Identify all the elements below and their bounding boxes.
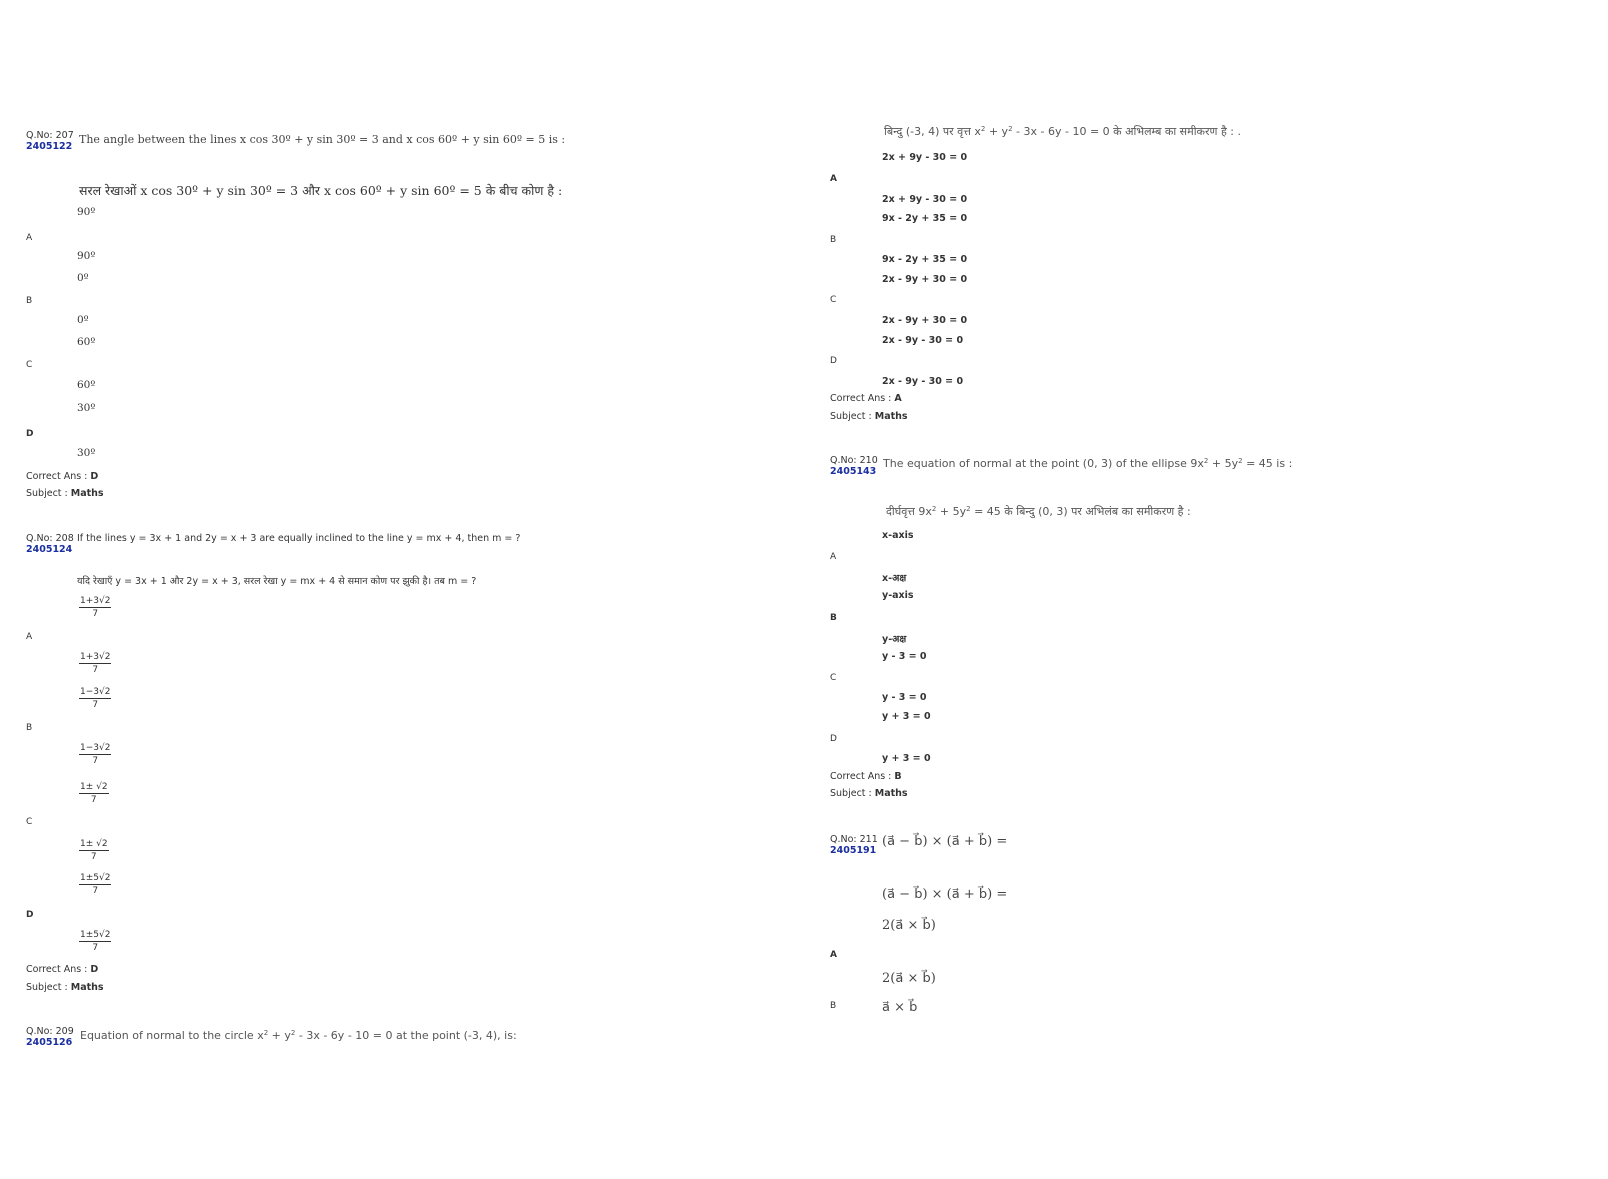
question-number-label: Q.No: 209 (26, 1026, 74, 1037)
option-a-hindi: 2(a⃗ × b⃗) (882, 971, 936, 986)
option-a-label: A (26, 632, 33, 642)
question-id: 2405143 (830, 466, 877, 477)
option-a-label: A (830, 950, 837, 960)
correct-answer (830, 771, 902, 782)
text-part: The equation of normal at the point (0, 3) of the ellipse 9x (883, 457, 1204, 470)
option-a-label: A (26, 233, 33, 243)
option-b-hindi (79, 743, 111, 766)
question-number (830, 455, 878, 477)
correct-answer (26, 471, 98, 482)
option-c-english: 2x - 9y + 30 = 0 (882, 274, 968, 285)
subject-label: Subject : (26, 982, 71, 993)
fraction-denominator: 7 (92, 943, 99, 953)
subject (830, 788, 908, 799)
question-number (26, 533, 74, 555)
option-a-label: A (830, 552, 837, 562)
question-text-english (80, 1029, 517, 1042)
subject (26, 488, 104, 499)
option-d-hindi (79, 930, 111, 953)
option-b-label: B (830, 235, 837, 245)
text-part: - 3x - 6y - 10 = 0 at the point (-3, 4), is: (295, 1029, 517, 1042)
text-part: + 5y (1208, 457, 1239, 470)
option-c-hindi: y - 3 = 0 (882, 692, 927, 703)
option-b-label: B (830, 613, 837, 623)
superscript: 2 (931, 505, 937, 513)
fraction-numerator: 1+3√2 (80, 652, 111, 662)
question-text-english: (a⃗ − b⃗) × (a⃗ + b⃗) = (882, 834, 1008, 849)
question-number-label: Q.No: 211 (830, 834, 878, 845)
option-a-label: A (830, 174, 837, 184)
option-b-english (79, 687, 111, 710)
option-d-label: D (830, 356, 837, 366)
correct-answer-value: B (894, 771, 902, 782)
superscript: 2 (966, 505, 971, 513)
fraction-denominator: 7 (92, 700, 99, 710)
option-a-hindi (79, 652, 111, 675)
option-b-english: 0º (77, 272, 89, 284)
option-d-label: D (26, 429, 34, 439)
fraction-denominator: 7 (92, 886, 99, 896)
superscript: 2 (290, 1029, 296, 1037)
fraction-denominator: 7 (90, 852, 97, 862)
superscript: 2 (980, 125, 986, 133)
superscript: 2 (1008, 125, 1013, 133)
fraction-numerator: 1−3√2 (80, 743, 111, 753)
question-number (830, 834, 878, 856)
subject-value: Maths (70, 982, 104, 993)
option-b-hindi: 0º (77, 314, 89, 326)
subject (830, 411, 908, 422)
question-number (26, 130, 74, 152)
option-b-english: 9x - 2y + 35 = 0 (882, 213, 968, 224)
question-number (26, 1026, 74, 1048)
option-c-hindi: 2x - 9y + 30 = 0 (882, 315, 968, 326)
option-d-label: D (26, 910, 34, 920)
option-d-hindi: y + 3 = 0 (882, 753, 931, 764)
option-a-english: 90º (77, 206, 96, 218)
text-part: = 45 के बिन्दु (0, 3) पर अभिलंब का समीकरण है : (970, 505, 1191, 518)
option-b-label: B (26, 296, 33, 306)
option-b-hindi: 9x - 2y + 35 = 0 (882, 254, 968, 265)
correct-answer-value: D (90, 964, 99, 975)
correct-answer-value: A (894, 393, 902, 404)
fraction-numerator: 1+3√2 (80, 596, 111, 606)
option-b-label: B (830, 1001, 837, 1011)
option-c-label: C (830, 673, 837, 683)
option-a-hindi: 2x + 9y - 30 = 0 (882, 194, 968, 205)
text-part: दीर्घवृत्त 9x (886, 505, 932, 518)
option-c-label: C (26, 360, 33, 370)
subject (26, 982, 104, 993)
option-d-label: D (830, 734, 837, 744)
option-b-english: y-axis (882, 590, 914, 601)
fraction-denominator: 7 (92, 609, 99, 619)
question-text-hindi: यदि रेखाएँ y = 3x + 1 और 2y = x + 3, सरल रेखा y = mx + 4 से समान कोण पर झुकी है। तब m = ? (77, 576, 477, 587)
option-d-english: 2x - 9y - 30 = 0 (882, 335, 964, 346)
option-d-hindi: 30º (77, 447, 96, 459)
option-d-english (79, 873, 111, 896)
question-number-label: Q.No: 210 (830, 455, 878, 466)
fraction-denominator: 7 (92, 756, 99, 766)
text-part: + y (268, 1029, 291, 1042)
question-number-label: Q.No: 207 (26, 130, 74, 141)
option-a-hindi: x-अक्ष (882, 573, 907, 584)
superscript: 2 (263, 1029, 269, 1037)
fraction-numerator: 1±5√2 (80, 873, 111, 883)
option-a-english: 2x + 9y - 30 = 0 (882, 152, 968, 163)
option-b-hindi: y-अक्ष (882, 634, 907, 645)
question-text-hindi (884, 124, 1241, 139)
fraction-denominator: 7 (90, 795, 97, 805)
fraction-numerator: 1± √2 (80, 782, 108, 792)
fraction-denominator: 7 (92, 665, 99, 675)
option-c-english: y - 3 = 0 (882, 651, 927, 662)
correct-answer-value: D (90, 471, 99, 482)
question-id: 2405122 (26, 141, 73, 152)
option-c-english: 60º (77, 336, 96, 348)
option-a-english: x-axis (882, 530, 914, 541)
option-b-english: a⃗ × b⃗ (882, 1000, 918, 1015)
fraction-numerator: 1± √2 (80, 839, 108, 849)
subject-label: Subject : (830, 788, 875, 799)
correct-answer (26, 964, 98, 975)
text-part: + 5y (936, 505, 967, 518)
superscript: 2 (1203, 457, 1209, 465)
question-text-english: The angle between the lines x cos 30º + y sin 30º = 3 and x cos 60º + y sin 60º = 5 is : (79, 133, 566, 146)
option-d-english: y + 3 = 0 (882, 711, 931, 722)
question-text-english (883, 457, 1292, 470)
correct-answer-label: Correct Ans : (830, 771, 895, 782)
question-id: 2405191 (830, 845, 877, 856)
question-id: 2405126 (26, 1037, 73, 1048)
question-text-english: If the lines y = 3x + 1 and 2y = x + 3 are equally inclined to the line y = mx + 4, then m = ? (77, 533, 521, 544)
option-b-label: B (26, 723, 33, 733)
question-text-hindi: सरल रेखाओं x cos 30º + y sin 30º = 3 और x cos 60º + y sin 60º = 5 के बीच कोण है : (79, 183, 563, 198)
question-id: 2405124 (26, 544, 73, 555)
subject-label: Subject : (26, 488, 71, 499)
option-d-english: 30º (77, 402, 96, 414)
correct-answer-label: Correct Ans : (830, 393, 895, 404)
text-part: - 3x - 6y - 10 = 0 के अभिलम्ब का समीकरण है : . (1012, 125, 1241, 138)
option-c-hindi (79, 839, 109, 862)
question-text-hindi: (a⃗ − b⃗) × (a⃗ + b⃗) = (882, 887, 1008, 902)
subject-value: Maths (70, 488, 104, 499)
option-a-hindi: 90º (77, 250, 96, 262)
text-part: Equation of normal to the circle x (80, 1029, 264, 1042)
question-text-hindi (886, 504, 1191, 519)
text-part: बिन्दु (-3, 4) पर वृत्त x (884, 125, 981, 138)
fraction-numerator: 1−3√2 (80, 687, 111, 697)
superscript: 2 (1238, 457, 1243, 465)
subject-label: Subject : (830, 411, 875, 422)
correct-answer-label: Correct Ans : (26, 471, 91, 482)
option-c-english (79, 782, 109, 805)
correct-answer-label: Correct Ans : (26, 964, 91, 975)
option-a-english (79, 596, 111, 619)
option-c-hindi: 60º (77, 379, 96, 391)
option-a-english: 2(a⃗ × b⃗) (882, 918, 936, 933)
option-d-hindi: 2x - 9y - 30 = 0 (882, 376, 964, 387)
text-part: = 45 is : (1242, 457, 1293, 470)
text-part: + y (985, 125, 1009, 138)
subject-value: Maths (874, 411, 908, 422)
option-c-label: C (26, 817, 33, 827)
question-number-label: Q.No: 208 (26, 533, 74, 544)
correct-answer (830, 393, 902, 404)
option-c-label: C (830, 295, 837, 305)
subject-value: Maths (874, 788, 908, 799)
fraction-numerator: 1±5√2 (80, 930, 111, 940)
